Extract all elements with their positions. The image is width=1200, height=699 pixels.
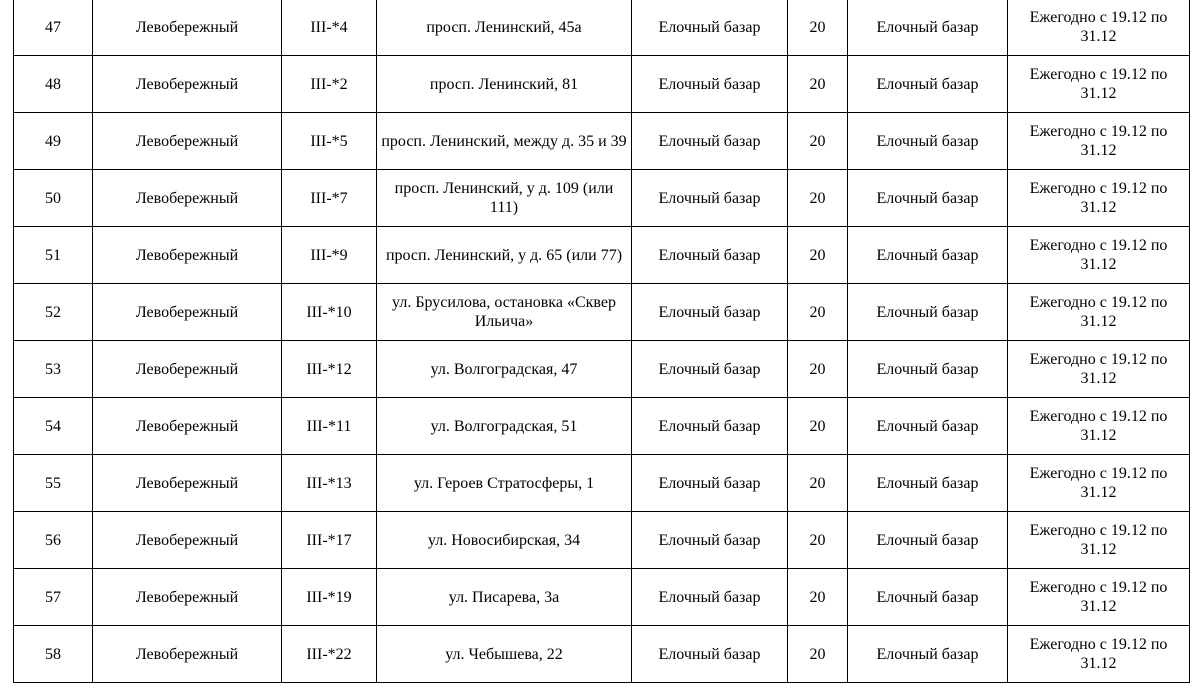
type-cell: Елочный базар xyxy=(632,284,788,341)
code-cell: III-*5 xyxy=(282,113,377,170)
district-cell: Левобережный xyxy=(93,398,282,455)
row-number: 53 xyxy=(14,341,93,398)
address-cell: просп. Ленинский, 45а xyxy=(377,0,632,56)
row-number: 51 xyxy=(14,227,93,284)
code-cell: III-*13 xyxy=(282,455,377,512)
period-cell: Ежегодно с 19.12 по 31.12 xyxy=(1008,341,1190,398)
table-row xyxy=(14,398,1190,455)
table-body xyxy=(14,0,1190,683)
purpose-cell: Елочный базар xyxy=(848,170,1008,227)
district-cell: Левобережный xyxy=(93,170,282,227)
count-cell: 20 xyxy=(788,227,848,284)
code-cell: III-*9 xyxy=(282,227,377,284)
district-cell: Левобережный xyxy=(93,341,282,398)
district-cell: Левобережный xyxy=(93,0,282,56)
table-row xyxy=(14,113,1190,170)
type-cell: Елочный базар xyxy=(632,398,788,455)
table-row xyxy=(14,569,1190,626)
table-row xyxy=(14,284,1190,341)
purpose-cell: Елочный базар xyxy=(848,455,1008,512)
row-number: 52 xyxy=(14,284,93,341)
period-cell: Ежегодно с 19.12 по 31.12 xyxy=(1008,56,1190,113)
purpose-cell: Елочный базар xyxy=(848,626,1008,683)
type-cell: Елочный базар xyxy=(632,455,788,512)
purpose-cell: Елочный базар xyxy=(848,284,1008,341)
count-cell: 20 xyxy=(788,626,848,683)
address-cell: просп. Ленинский, между д. 35 и 39 xyxy=(377,113,632,170)
row-number: 58 xyxy=(14,626,93,683)
period-cell: Ежегодно с 19.12 по 31.12 xyxy=(1008,227,1190,284)
address-cell: ул. Волгоградская, 51 xyxy=(377,398,632,455)
code-cell: III-*10 xyxy=(282,284,377,341)
type-cell: Елочный базар xyxy=(632,341,788,398)
district-cell: Левобережный xyxy=(93,626,282,683)
code-cell: III-*22 xyxy=(282,626,377,683)
code-cell: III-*19 xyxy=(282,569,377,626)
count-cell: 20 xyxy=(788,0,848,56)
district-cell: Левобережный xyxy=(93,56,282,113)
address-cell: просп. Ленинский, 81 xyxy=(377,56,632,113)
count-cell: 20 xyxy=(788,56,848,113)
period-cell: Ежегодно с 19.12 по 31.12 xyxy=(1008,170,1190,227)
type-cell: Елочный базар xyxy=(632,0,788,56)
code-cell: III-*17 xyxy=(282,512,377,569)
type-cell: Елочный базар xyxy=(632,512,788,569)
table-row xyxy=(14,512,1190,569)
address-cell: просп. Ленинский, у д. 65 (или 77) xyxy=(377,227,632,284)
row-number: 47 xyxy=(14,0,93,56)
period-cell: Ежегодно с 19.12 по 31.12 xyxy=(1008,512,1190,569)
purpose-cell: Елочный базар xyxy=(848,512,1008,569)
locations-table xyxy=(13,0,1190,683)
district-cell: Левобережный xyxy=(93,227,282,284)
type-cell: Елочный базар xyxy=(632,569,788,626)
period-cell: Ежегодно с 19.12 по 31.12 xyxy=(1008,398,1190,455)
code-cell: III-*11 xyxy=(282,398,377,455)
period-cell: Ежегодно с 19.12 по 31.12 xyxy=(1008,626,1190,683)
purpose-cell: Елочный базар xyxy=(848,0,1008,56)
purpose-cell: Елочный базар xyxy=(848,227,1008,284)
row-number: 50 xyxy=(14,170,93,227)
table-row xyxy=(14,170,1190,227)
purpose-cell: Елочный базар xyxy=(848,341,1008,398)
table-row xyxy=(14,227,1190,284)
type-cell: Елочный базар xyxy=(632,170,788,227)
address-cell: ул. Героев Стратосферы, 1 xyxy=(377,455,632,512)
row-number: 55 xyxy=(14,455,93,512)
address-cell: ул. Писарева, 3а xyxy=(377,569,632,626)
period-cell: Ежегодно с 19.12 по 31.12 xyxy=(1008,569,1190,626)
row-number: 54 xyxy=(14,398,93,455)
address-cell: ул. Чебышева, 22 xyxy=(377,626,632,683)
row-number: 57 xyxy=(14,569,93,626)
type-cell: Елочный базар xyxy=(632,227,788,284)
address-cell: просп. Ленинский, у д. 109 (или 111) xyxy=(377,170,632,227)
row-number: 49 xyxy=(14,113,93,170)
type-cell: Елочный базар xyxy=(632,56,788,113)
row-number: 56 xyxy=(14,512,93,569)
district-cell: Левобережный xyxy=(93,569,282,626)
table-row xyxy=(14,56,1190,113)
address-cell: ул. Брусилова, остановка «Сквер Ильича» xyxy=(377,284,632,341)
address-cell: ул. Волгоградская, 47 xyxy=(377,341,632,398)
purpose-cell: Елочный базар xyxy=(848,113,1008,170)
period-cell: Ежегодно с 19.12 по 31.12 xyxy=(1008,284,1190,341)
count-cell: 20 xyxy=(788,455,848,512)
count-cell: 20 xyxy=(788,512,848,569)
count-cell: 20 xyxy=(788,341,848,398)
table-row xyxy=(14,341,1190,398)
count-cell: 20 xyxy=(788,113,848,170)
type-cell: Елочный базар xyxy=(632,626,788,683)
table-row xyxy=(14,626,1190,683)
district-cell: Левобережный xyxy=(93,512,282,569)
row-number: 48 xyxy=(14,56,93,113)
district-cell: Левобережный xyxy=(93,455,282,512)
purpose-cell: Елочный базар xyxy=(848,56,1008,113)
code-cell: III-*2 xyxy=(282,56,377,113)
code-cell: III-*4 xyxy=(282,0,377,56)
district-cell: Левобережный xyxy=(93,284,282,341)
code-cell: III-*7 xyxy=(282,170,377,227)
period-cell: Ежегодно с 19.12 по 31.12 xyxy=(1008,0,1190,56)
address-cell: ул. Новосибирская, 34 xyxy=(377,512,632,569)
code-cell: III-*12 xyxy=(282,341,377,398)
type-cell: Елочный базар xyxy=(632,113,788,170)
period-cell: Ежегодно с 19.12 по 31.12 xyxy=(1008,113,1190,170)
table-row xyxy=(14,0,1190,56)
period-cell: Ежегодно с 19.12 по 31.12 xyxy=(1008,455,1190,512)
count-cell: 20 xyxy=(788,284,848,341)
district-cell: Левобережный xyxy=(93,113,282,170)
purpose-cell: Елочный базар xyxy=(848,398,1008,455)
purpose-cell: Елочный базар xyxy=(848,569,1008,626)
count-cell: 20 xyxy=(788,569,848,626)
table-row xyxy=(14,455,1190,512)
count-cell: 20 xyxy=(788,398,848,455)
count-cell: 20 xyxy=(788,170,848,227)
